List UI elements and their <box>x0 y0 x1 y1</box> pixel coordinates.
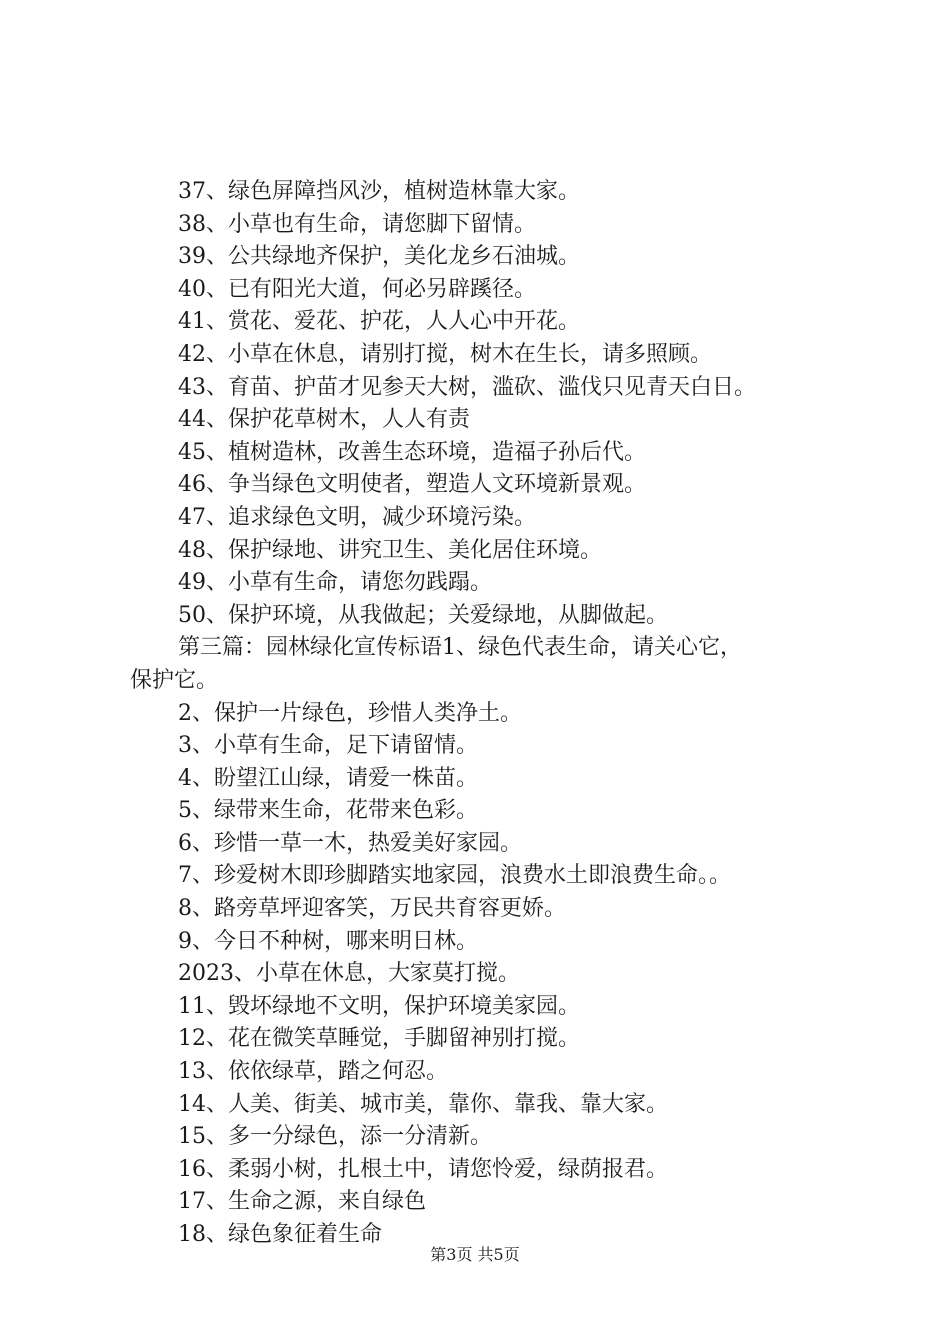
slogan-line: 45、植树造林，改善生态环境，造福子孙后代。 <box>178 439 646 465</box>
slogan-line: 16、柔弱小树，扎根土中，请您怜爱，绿荫报君。 <box>178 1156 668 1182</box>
page-number-footer: 第3页 共5页 <box>430 1245 520 1264</box>
slogan-line: 39、公共绿地齐保护，美化龙乡石油城。 <box>178 244 580 270</box>
slogan-line: 38、小草也有生命，请您脚下留情。 <box>178 211 536 237</box>
slogan-line: 47、追求绿色文明，减少环境污染。 <box>178 504 536 530</box>
slogan-line: 17、生命之源，来自绿色 <box>178 1189 426 1215</box>
slogan-line: 46、争当绿色文明使者，塑造人文环境新景观。 <box>178 472 646 498</box>
slogan-line: 14、人美、街美、城市美，靠你、靠我、靠大家。 <box>178 1091 668 1117</box>
slogan-line: 42、小草在休息，请别打搅，树木在生长，请多照顾。 <box>178 341 712 367</box>
slogan-line: 18、绿色象征着生命 <box>178 1222 382 1247</box>
slogan-line: 2023、小草在休息，大家莫打搅。 <box>178 961 520 987</box>
slogan-line: 8、路旁草坪迎客笑，万民共育容更娇。 <box>178 896 566 922</box>
slogan-line: 12、花在微笑草睡觉，手脚留神别打搅。 <box>178 1026 580 1052</box>
slogan-line: 15、多一分绿色，添一分清新。 <box>178 1124 492 1150</box>
slogan-line: 41、赏花、爱花、护花，人人心中开花。 <box>178 309 580 335</box>
slogan-line: 13、依依绿草，踏之何忍。 <box>178 1059 448 1085</box>
section-heading-line: 第三篇：园林绿化宣传标语1、绿色代表生命，请关心它， <box>178 635 742 661</box>
slogan-line: 50、保护环境，从我做起；关爱绿地，从脚做起。 <box>178 602 668 628</box>
slogan-line: 40、已有阳光大道，何必另辟蹊径。 <box>178 276 536 302</box>
slogan-line: 48、保护绿地、讲究卫生、美化居住环境。 <box>178 537 602 563</box>
slogan-line: 7、珍爱树木即珍脚踏实地家园，浪费水土即浪费生命。。 <box>178 863 731 889</box>
slogan-line: 49、小草有生命，请您勿践蹋。 <box>178 570 492 596</box>
document-body <box>130 176 830 1252</box>
slogan-line: 5、绿带来生命，花带来色彩。 <box>178 798 478 824</box>
slogan-line: 6、珍惜一草一木，热爱美好家园。 <box>178 830 522 856</box>
slogan-line: 44、保护花草树木，人人有责 <box>178 407 470 433</box>
slogan-line: 4、盼望江山绿，请爱一株苗。 <box>178 765 478 791</box>
slogan-line: 37、绿色屏障挡风沙，植树造林靠大家。 <box>178 179 580 204</box>
slogan-line: 43、育苗、护苗才见参天大树，滥砍、滥伐只见青天白日。 <box>178 374 756 400</box>
section-heading-continuation: 保护它。 <box>130 667 219 693</box>
slogan-line: 3、小草有生命，足下请留情。 <box>178 733 478 759</box>
slogan-line: 2、保护一片绿色，珍惜人类净土。 <box>178 700 522 726</box>
slogan-line: 11、毁坏绿地不文明，保护环境美家园。 <box>178 993 580 1019</box>
slogan-line: 9、今日不种树，哪来明日林。 <box>178 928 478 954</box>
